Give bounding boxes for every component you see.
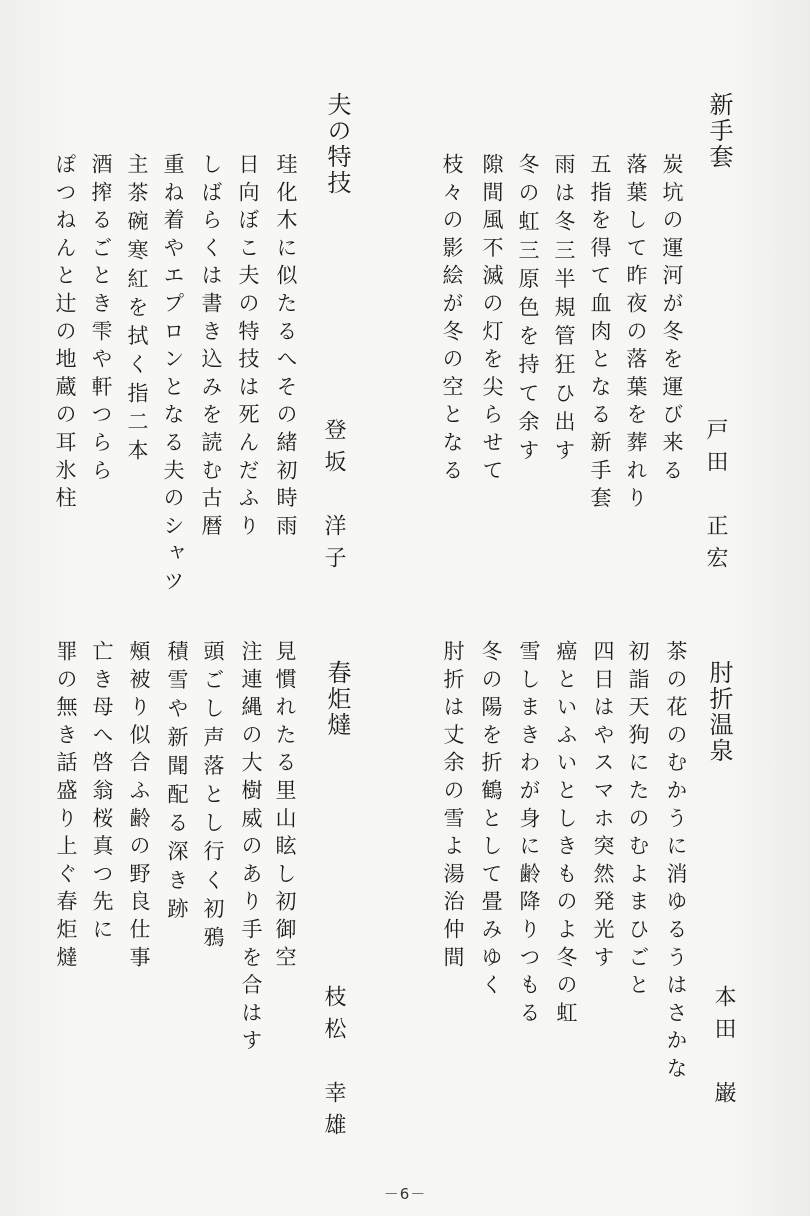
page-number: －6－ bbox=[383, 1185, 427, 1203]
haiku-verse: 酒搾るごとき雫や軒つらら bbox=[89, 153, 113, 487]
haiku-verse: 頰被り似合ふ齢の野良仕事 bbox=[127, 640, 151, 974]
section-title: 春炬燵 bbox=[323, 660, 351, 738]
author-name: 登坂 洋子 bbox=[321, 418, 346, 578]
haiku-verse: 五指を得て血肉となる新手套 bbox=[588, 153, 612, 515]
haiku-verse: 癌といふいとしきものよ冬の虹 bbox=[554, 640, 578, 1030]
haiku-verse: 積雪や新聞配る深き跡 bbox=[165, 640, 189, 926]
haiku-verse: 枝々の影絵が冬の空となる bbox=[440, 153, 464, 487]
section-title: 夫の特技 bbox=[323, 92, 351, 196]
haiku-verse: 初詣天狗にたのむよまひごと bbox=[626, 640, 650, 1002]
author-name: 枝松 幸雄 bbox=[321, 985, 346, 1145]
haiku-verse: 重ね着やエプロンとなる夫のシャツ bbox=[161, 153, 185, 598]
author-name: 本田 巌 bbox=[711, 985, 736, 1113]
author-name: 戸田 正宏 bbox=[703, 418, 728, 578]
haiku-verse: 亡き母へ啓翁桜真つ先に bbox=[90, 640, 114, 946]
haiku-verse: 炭坑の運河が冬を運び来る bbox=[660, 153, 684, 487]
haiku-verse: 冬の陽を折鶴として畳みゆく bbox=[479, 640, 503, 1002]
haiku-verse: 冬の虹三原色を持て余す bbox=[516, 153, 540, 468]
haiku-verse: 四日はやスマホ突然発光す bbox=[591, 640, 615, 974]
haiku-verse: 頭ごし声落とし行く初鴉 bbox=[201, 640, 225, 955]
haiku-verse: 罪の無き話盛り上ぐ春炬燵 bbox=[54, 640, 78, 974]
haiku-verse: 肘折は丈余の雪よ湯治仲間 bbox=[441, 640, 465, 974]
haiku-verse: 雪しまきわが身に齢降りつもる bbox=[517, 640, 541, 1030]
haiku-verse: 隙間風不滅の灯を尖らせて bbox=[480, 153, 504, 487]
haiku-verse: 雨は冬三半規管狂ひ出す bbox=[552, 153, 576, 468]
haiku-verse: 日向ぼこ夫の特技は死んだふり bbox=[236, 153, 260, 543]
haiku-verse: 注連縄の大樹威のあり手を合はす bbox=[239, 640, 263, 1057]
haiku-verse: しばらくは書き込みを読む古暦 bbox=[199, 153, 223, 543]
haiku-verse: 珪化木に似たるへその緒初時雨 bbox=[274, 153, 298, 543]
haiku-verse: ぽつねんと辻の地蔵の耳氷柱 bbox=[53, 153, 77, 515]
haiku-verse: 落葉して昨夜の落葉を葬れり bbox=[624, 153, 648, 515]
haiku-verse: 主茶碗寒紅を拭く指二本 bbox=[125, 153, 149, 468]
haiku-verse: 見慣れたる里山眩し初御空 bbox=[273, 640, 297, 974]
section-title: 新手套 bbox=[705, 92, 733, 170]
haiku-verse: 茶の花のむかうに消ゆるうはさかな bbox=[664, 640, 688, 1085]
section-title: 肘折温泉 bbox=[705, 660, 733, 764]
